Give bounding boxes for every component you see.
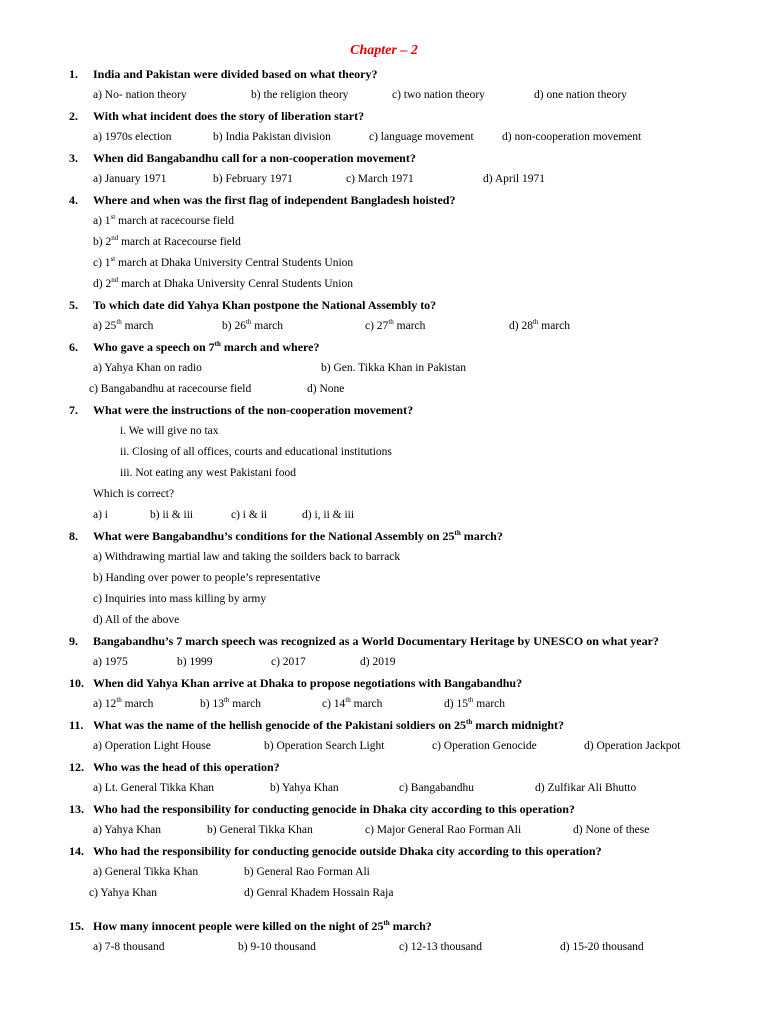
answer-option: d) April 1971: [483, 173, 545, 185]
question-number: 9.: [69, 634, 78, 648]
answer-option: c) 27th march: [365, 318, 426, 332]
question-text: What were the instructions of the non-cooperation movement?: [93, 403, 414, 417]
answer-option: c) two nation theory: [392, 89, 485, 101]
answer-option: a) i: [93, 509, 109, 521]
answer-option: c) 1st march at Dhaka University Central Students Union: [93, 255, 354, 269]
question-text: With what incident does the story of liberation start?: [93, 109, 365, 123]
answer-option: b) Gen. Tikka Khan in Pakistan: [321, 362, 467, 374]
answer-option: c) i & ii: [231, 509, 268, 521]
answer-option: d) non-cooperation movement: [502, 131, 642, 143]
answer-option: c) Operation Genocide: [432, 740, 537, 752]
answer-option: c) 2017: [271, 656, 306, 668]
answer-option: b) February 1971: [213, 173, 293, 185]
question-text: When did Yahya Khan arrive at Dhaka to propose negotiations with Bangabandhu?: [93, 676, 523, 690]
answer-option: d) 2nd march at Dhaka University Cenral Students Union: [93, 276, 353, 290]
answer-option: c) Yahya Khan: [89, 887, 158, 899]
answer-option: iii. Not eating any west Pakistani food: [120, 467, 296, 479]
question-text: Who was the head of this operation?: [93, 760, 280, 774]
answer-option: b) the religion theory: [251, 89, 349, 101]
answer-option: d) 15th march: [444, 696, 506, 710]
answer-option: a) Withdrawing martial law and taking the soilders back to barrack: [93, 551, 401, 563]
answer-option: a) Yahya Khan on radio: [93, 362, 202, 374]
answer-option: a) General Tikka Khan: [93, 866, 199, 878]
answer-option: d) i, ii & iii: [302, 509, 355, 521]
answer-option: i. We will give no tax: [120, 425, 219, 437]
question-text: India and Pakistan were divided based on what theory?: [93, 67, 378, 81]
answer-option: c) Bangabandhu: [399, 782, 475, 794]
question-number: 4.: [69, 193, 78, 207]
answer-option: a) 1970s election: [93, 131, 172, 143]
answer-option: b) 9-10 thousand: [238, 941, 316, 953]
answer-option: d) Genral Khadem Hossain Raja: [244, 887, 394, 899]
question-number: 15.: [69, 919, 84, 933]
answer-option: d) Zulfikar Ali Bhutto: [535, 782, 637, 794]
question-text: When did Bangabandhu call for a non-cooperation movement?: [93, 151, 416, 165]
answer-option: d) 2019: [360, 656, 396, 668]
question-number: 3.: [69, 151, 78, 165]
answer-option: b) Handing over power to people’s representative: [93, 572, 321, 584]
answer-option: b) General Tikka Khan: [207, 824, 313, 836]
answer-option: d) Operation Jackpot: [584, 740, 681, 752]
answer-option: b) 26th march: [222, 318, 284, 332]
question-number: 2.: [69, 109, 78, 123]
answer-option: b) Yahya Khan: [270, 782, 339, 794]
answer-option: c) 14th march: [322, 696, 383, 710]
question-number: 13.: [69, 802, 84, 816]
answer-option: a) No- nation theory: [93, 89, 187, 101]
answer-option: a) 1975: [93, 656, 128, 668]
question-text: Who had the responsibility for conducting genocide in Dhaka city according to this operation?: [93, 802, 575, 816]
question-number: 11.: [69, 718, 84, 732]
answer-option: a) 7-8 thousand: [93, 941, 165, 953]
answer-option: a) 12th march: [93, 696, 154, 710]
answer-option: c) language movement: [369, 131, 474, 143]
answer-option: a) Yahya Khan: [93, 824, 162, 836]
question-number: 12.: [69, 760, 84, 774]
answer-option: c) March 1971: [346, 173, 414, 185]
question-text: What were Bangabandhu’s conditions for the National Assembly on 25th march?: [93, 529, 503, 543]
answer-option: b) ii & iii: [150, 509, 194, 521]
question-text: To which date did Yahya Khan postpone the National Assembly to?: [93, 298, 437, 312]
answer-option: b) India Pakistan division: [213, 131, 331, 143]
question-number: 8.: [69, 529, 78, 543]
question-number: 7.: [69, 403, 78, 417]
answer-option: ii. Closing of all offices, courts and educational institutions: [120, 446, 392, 458]
answer-option: b) 13th march: [200, 696, 262, 710]
question-number: 10.: [69, 676, 84, 690]
answer-option: d) None: [307, 383, 345, 395]
question-text: Who gave a speech on 7th march and where?: [93, 340, 320, 354]
answer-option: c) Major General Rao Forman Ali: [365, 824, 522, 836]
answer-option: b) Operation Search Light: [264, 740, 385, 752]
question-number: 5.: [69, 298, 78, 312]
answer-option: a) 25th march: [93, 318, 154, 332]
question-number: 6.: [69, 340, 78, 354]
answer-option: d) All of the above: [93, 614, 180, 626]
answer-option: a) 1st march at racecourse field: [93, 213, 234, 227]
answer-option: a) January 1971: [93, 173, 167, 185]
answer-option: c) Bangabandhu at racecourse field: [89, 383, 252, 395]
answer-option: d) 28th march: [509, 318, 571, 332]
answer-option: d) one nation theory: [534, 89, 627, 101]
answer-option: b) 2nd march at Racecourse field: [93, 234, 241, 248]
answer-option: a) Operation Light House: [93, 740, 211, 752]
question-number: 1.: [69, 67, 78, 81]
question-text: How many innocent people were killed on the night of 25th march?: [93, 919, 432, 933]
answer-option: a) Lt. General Tikka Khan: [93, 782, 215, 794]
answer-option: b) 1999: [177, 656, 213, 668]
question-text: Bangabandhu’s 7 march speech was recognized as a World Documentary Heritage by UNESCO on what year?: [93, 634, 659, 648]
answer-option: d) None of these: [573, 824, 650, 836]
chapter-title: Chapter – 2: [350, 43, 418, 58]
question-text: Who had the responsibility for conducting genocide outside Dhaka city according to this operation?: [93, 844, 602, 858]
answer-option: c) Inquiries into mass killing by army: [93, 593, 267, 605]
question-number: 14.: [69, 844, 84, 858]
answer-option: c) 12-13 thousand: [399, 941, 483, 953]
answer-option: b) General Rao Forman Ali: [244, 866, 370, 878]
answer-option: d) 15-20 thousand: [560, 941, 644, 953]
answer-option: Which is correct?: [93, 488, 175, 500]
question-text: Where and when was the first flag of independent Bangladesh hoisted?: [93, 193, 456, 207]
question-text: What was the name of the hellish genocide of the Pakistani soldiers on 25th march midnight?: [93, 718, 565, 732]
